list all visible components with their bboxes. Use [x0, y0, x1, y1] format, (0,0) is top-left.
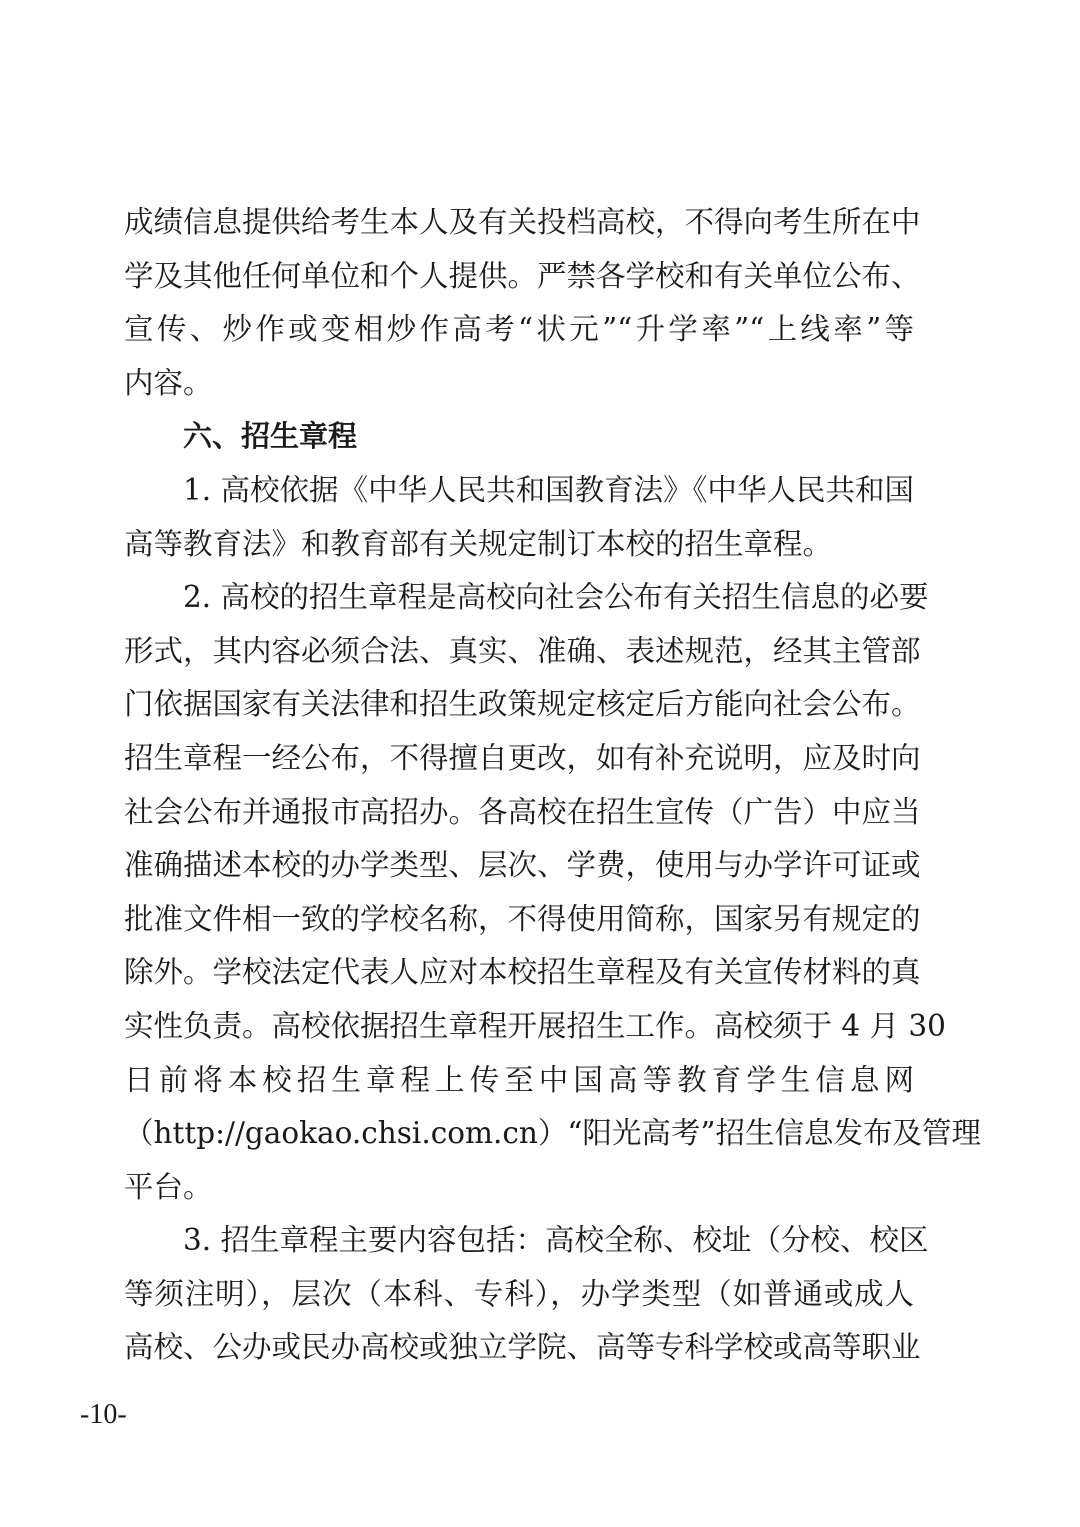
page-number: -10- [80, 1399, 127, 1430]
paragraph-line: 招生章程一经公布，不得擅自更改，如有补充说明，应及时向 [124, 740, 921, 775]
paragraph-line: 除外。学校法定代表人应对本校招生章程及有关宣传材料的真 [124, 955, 921, 990]
paragraph-line: 门依据国家有关法律和招生政策规定核定后方能向社会公布。 [124, 687, 921, 722]
paragraph-line: 形式，其内容必须合法、真实、准确、表述规范，经其主管部 [124, 633, 921, 668]
paragraph-line: 平台。 [124, 1169, 213, 1204]
paragraph-line: 内容。 [124, 365, 213, 400]
paragraph-line: 2. 高校的招生章程是高校向社会公布有关招生信息的必要 [183, 580, 929, 615]
paragraph-line: 等须注明），层次（本科、专科），办学类型（如普通或成人 [124, 1276, 914, 1311]
paragraph-line: 高校、公办或民办高校或独立学院、高等专科学校或高等职业 [124, 1330, 921, 1365]
paragraph-line: 成绩信息提供给考生本人及有关投档高校，不得向考生所在中 [124, 205, 921, 239]
paragraph-line: 社会公布并通报市高招办。各高校在招生宣传（广告）中应当 [124, 794, 921, 829]
body-text [124, 196, 982, 1375]
paragraph-line: 批准文件相一致的学校名称，不得使用简称，国家另有规定的 [124, 901, 921, 936]
paragraph-line: 宣传、炒作或变相炒作高考“状元”“升学率”“上线率”等 [124, 312, 914, 347]
section-heading: 六、招生章程 [183, 419, 358, 454]
paragraph-line: 准确描述本校的办学类型、层次、学费，使用与办学许可证或 [124, 848, 921, 883]
paragraph-line: 3. 招生章程主要内容包括：高校全称、校址（分校、校区 [183, 1223, 929, 1258]
paragraph-line: 高等教育法》和教育部有关规定制订本校的招生章程。 [124, 526, 833, 561]
paragraph-line: （http://gaokao.chsi.com.cn）“阳光高考”招生信息发布及管理 [124, 1116, 982, 1151]
paragraph-line: 实性负责。高校依据招生章程开展招生工作。高校须于 4 月 30 [124, 1008, 946, 1043]
paragraph-line: 日前将本校招生章程上传至中国高等教育学生信息网 [124, 1062, 914, 1097]
paragraph-line: 学及其他任何单位和个人提供。严禁各学校和有关单位公布、 [124, 258, 921, 293]
paragraph-line: 1. 高校依据《中华人民共和国教育法》《中华人民共和国 [183, 472, 914, 507]
